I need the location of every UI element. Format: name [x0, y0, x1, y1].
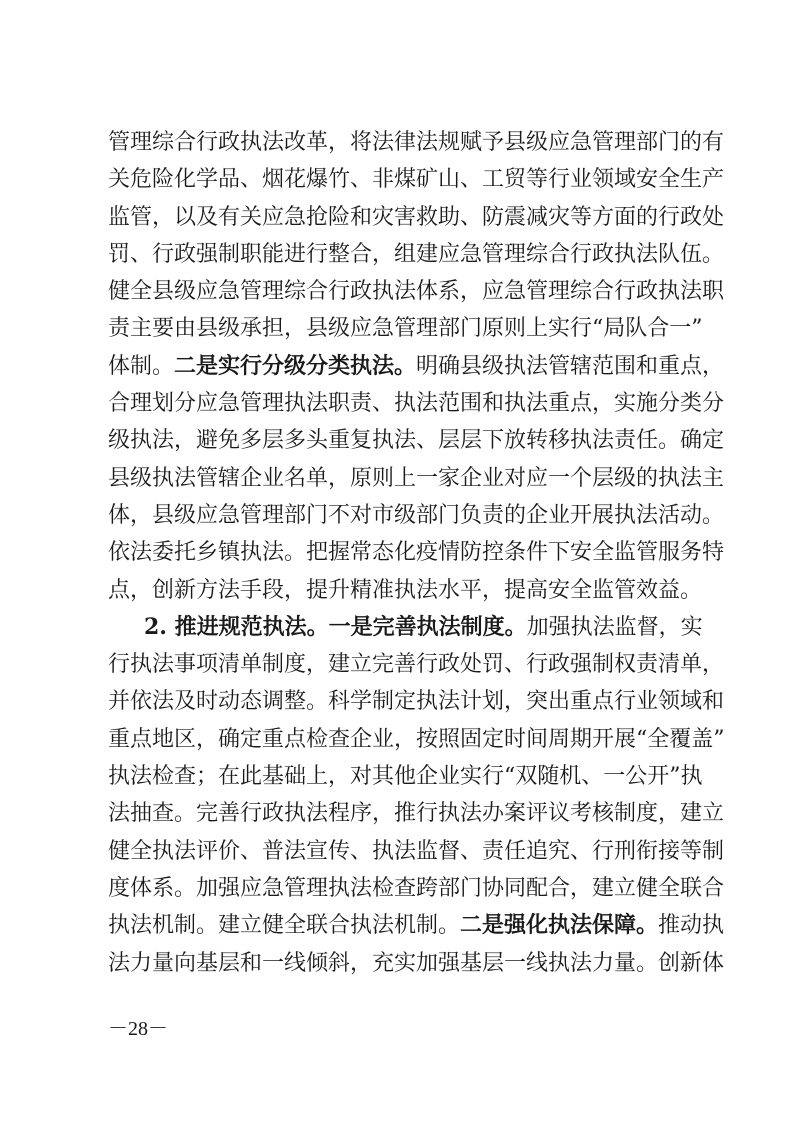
text-line	[108, 422, 725, 459]
text-line	[108, 870, 725, 907]
text-segment: 县级执法管辖企业名单，原则上一家企业对应一个层级的执法主	[108, 465, 725, 491]
text-segment: 执法机制。建立健全联合执法机制。	[108, 913, 461, 939]
text-segment: 罚、行政强制职能进行整合，组建应急管理综合行政执法队伍。	[108, 241, 725, 267]
text-line	[108, 795, 725, 832]
text-segment: 点，创新方法手段，提升精准执法水平，提高安全监管效益。	[108, 577, 703, 603]
text-line	[108, 273, 725, 310]
text-line	[108, 534, 725, 571]
text-line	[108, 683, 725, 720]
text-line	[108, 460, 725, 497]
text-line	[108, 609, 703, 646]
text-segment: 法力量向基层和一线倾斜，充实加强基层一线执法力量。创新体	[108, 950, 725, 976]
text-segment: 体，县级应急管理部门不对市级部门负责的企业开展执法活动。	[108, 502, 725, 528]
text-line	[108, 161, 725, 198]
text-segment: 重点地区，确定重点检查企业，按照固定时间周期开展“全覆盖”	[108, 726, 725, 752]
text-segment: 健全县级应急管理综合行政执法体系，应急管理综合行政执法职	[108, 279, 725, 305]
bold-text-segment: 二是实行分级分类执法。	[174, 352, 417, 379]
text-segment: 加强执法监督，实	[526, 614, 703, 640]
text-line	[108, 236, 725, 273]
text-segment: 行执法事项清单制度，建立完善行政处罚、行政强制权责清单，	[108, 652, 725, 678]
text-line	[108, 124, 725, 161]
text-segment: 健全执法评价、普法宣传、执法监督、责任追究、行刑衔接等制	[108, 838, 725, 864]
text-segment: 监管，以及有关应急抢险和灾害救助、防震减灾等方面的行政处	[108, 204, 725, 230]
text-segment: 责主要由县级承担，县级应急管理部门原则上实行“局队合一”	[108, 316, 703, 342]
text-line	[108, 907, 725, 944]
text-line	[108, 758, 703, 795]
bold-text-segment: 二是强化执法保障。	[460, 912, 659, 939]
text-line	[108, 385, 725, 422]
text-line	[108, 721, 725, 758]
text-segment: 明确县级执法管辖范围和重点，	[416, 353, 725, 379]
text-segment: 度体系。加强应急管理执法检查跨部门协同配合，建立健全联合	[108, 875, 725, 901]
text-segment: 关危险化学品、烟花爆竹、非煤矿山、工贸等行业领域安全生产	[108, 167, 725, 193]
text-segment: 推动执	[658, 913, 725, 939]
page-number: －28－	[108, 1018, 168, 1040]
text-segment: 合理划分应急管理执法职责、执法范围和执法重点，实施分类分	[108, 391, 725, 417]
text-line	[108, 310, 703, 347]
text-line	[108, 348, 725, 385]
text-segment: 管理综合行政执法改革，将法律法规赋予县级应急管理部门的有	[108, 130, 725, 155]
text-segment: 并依法及时动态调整。科学制定执法计划，突出重点行业领域和	[108, 689, 725, 715]
text-line	[108, 199, 725, 236]
text-segment: 执法检查；在此基础上，对其他企业实行“双随机、一公开”执	[108, 764, 703, 790]
text-line	[108, 945, 725, 982]
bold-text-segment: 2. 推进规范执法。一是完善执法制度。	[144, 613, 527, 640]
text-segment: 法抽查。完善行政执法程序，推行执法办案评议考核制度，建立	[108, 801, 725, 827]
text-segment: 依法委托乡镇执法。把握常态化疫情防控条件下安全监管服务特	[108, 540, 725, 566]
text-line	[108, 833, 725, 870]
text-segment: 级执法，避免多层多头重复执法、层层下放转移执法责任。确定	[108, 428, 725, 454]
text-line	[108, 572, 703, 609]
text-line	[108, 646, 725, 683]
text-segment: 体制。	[108, 353, 175, 379]
text-line	[108, 497, 725, 534]
body-text	[108, 124, 725, 982]
